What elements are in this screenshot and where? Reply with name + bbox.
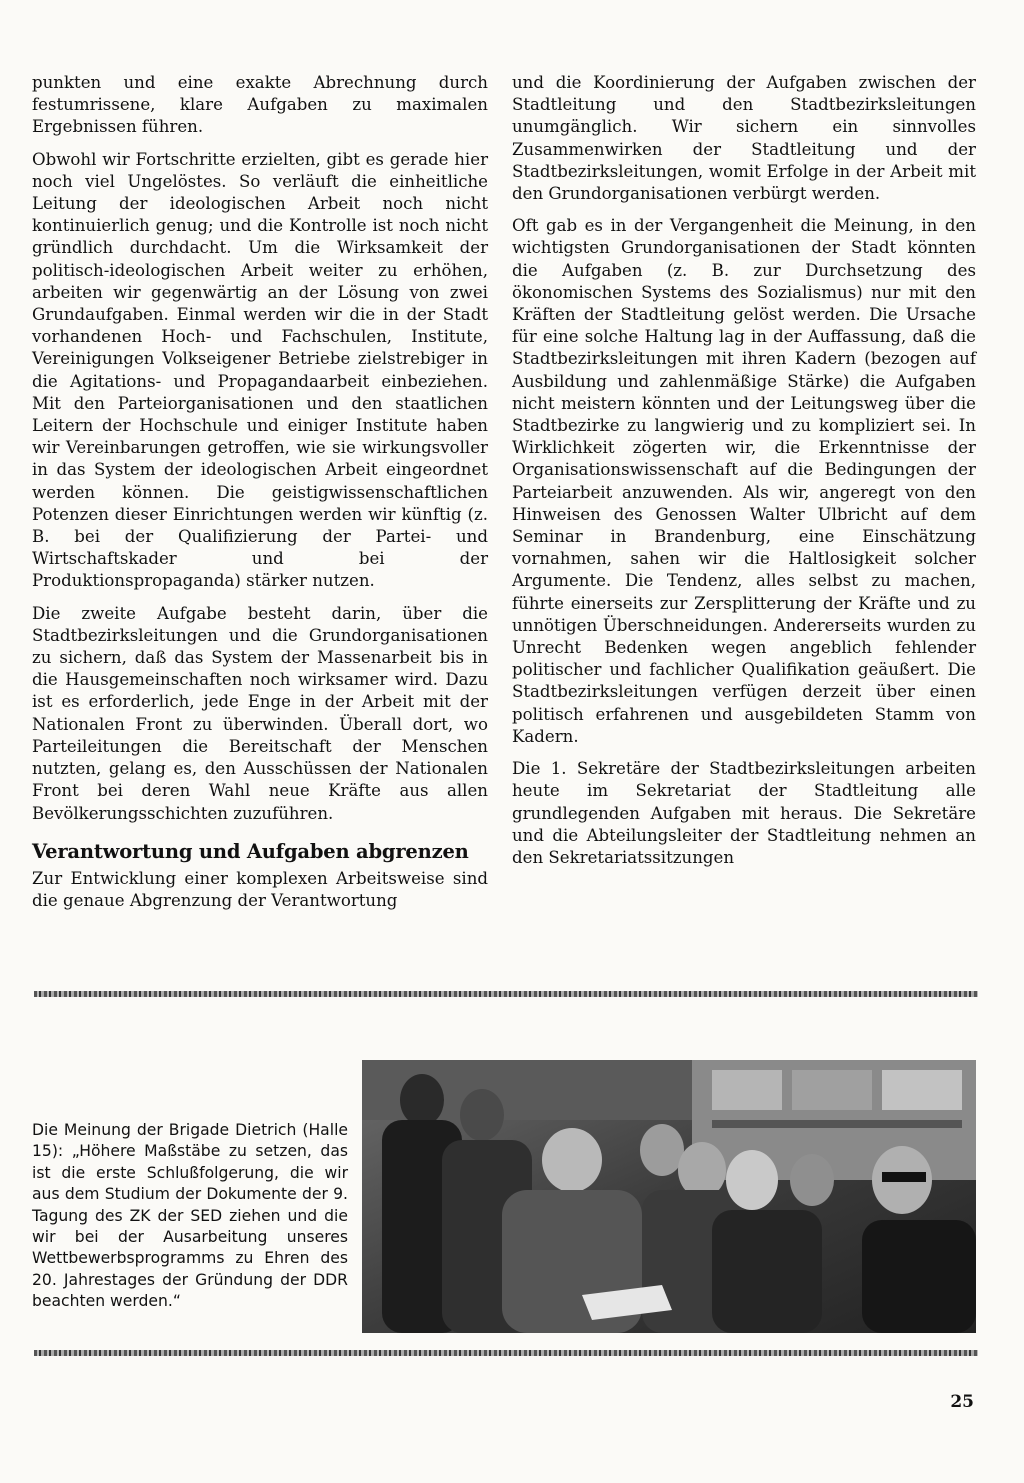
divider-bottom bbox=[34, 1350, 978, 1356]
left-paragraph-3: Die zweite Aufgabe besteht darin, über die Stadtbezirksleitungen und die Grundorganisationen zu sichern, daß das System der Massenarbeit bis in die Hausgemeinschaften noch wirksamer wird. Dazu ist es erforderlich, jede Enge in der Arbeit mit der Nationalen Front zu überwinden. Überall dort, wo Parteileitungen die Bereitschaft der Menschen nutzten, gelang es, den Ausschüssen der Nationalen Front bei deren Wahl neue Kräfte aus allen Bevölkerungsschichten zuzuführen. bbox=[32, 603, 488, 823]
section-heading: Verantwortung und Aufgaben abgrenzen bbox=[32, 839, 469, 863]
left-paragraph-4: Zur Entwicklung einer komplexen Arbeitsweise sind die genaue Abgrenzung der Verantwortung bbox=[32, 868, 488, 910]
right-paragraph-1: und die Koordinierung der Aufgaben zwischen der Stadtleitung und den Stadtbezirksleitungen unumgänglich. Wir sichern ein sinnvolles Zusammenwirken der Stadtleitung und der Stadtbezirksleitungen, womit Erfolge in der Arbeit mit den Grundorganisationen verbürgt werden. bbox=[512, 73, 976, 204]
left-paragraph-2: Obwohl wir Fortschritte erzielten, gibt es gerade hier noch viel Ungelöstes. So verläuft die einheitliche Leitung der ideologischen Arbeit noch nicht kontinuierlich genug; und die Kontrolle ist noch nicht gründlich durchdacht. Um die Wirksamkeit der politisch-ideologischen Arbeit weiter zu erhöhen, arbeiten wir gegenwärtig an der Lösung von zwei Grundaufgaben. Einmal werden wir die in der Stadt vorhandenen Hoch- und Fachschulen, Institute, Vereinigungen Volkseigener Betriebe zielstrebiger in die Agitations- und Propagandaarbeit einbeziehen. Mit den Parteiorganisationen und den staatlichen Leitern der Hochschule und einiger Institute haben wir Vereinbarungen getroffen, wie sie wirkungsvoller in das System der ideologischen Arbeit eingeordnet werden können. Die geistigwissenschaftlichen Potenzen dieser Einrichtungen werden wir künftig (z. B. bei der Qualifizierung der Partei- und Wirtschaftskader und bei der Produktionspropaganda) stärker nutzen. bbox=[32, 149, 488, 591]
left-column bbox=[32, 72, 488, 922]
right-column bbox=[512, 72, 976, 879]
photo-workers-group bbox=[362, 1060, 976, 1333]
page-number: 25 bbox=[950, 1392, 974, 1412]
right-paragraph-2: Oft gab es in der Vergangenheit die Meinung, in den wichtigsten Grundorganisationen der Stadt könnten die Aufgaben (z. B. zur Durchsetzung des ökonomischen Systems des Sozialismus) nur mit den Kräften der Stadtleitung gelöst werden. Die Ursache für eine solche Haltung lag in der Auffassung, daß die Stadtbezirksleitungen mit ihren Kadern (bezogen auf Ausbildung und zahlenmäßige Stärke) die Aufgaben nicht meistern könnten und der Leitungsweg über die Stadtbezirke zu langwierig und zu kompliziert sei. In Wirklichkeit zögerten wir, die Erkenntnisse der Organisationswissenschaft auf die Bedingungen der Parteiarbeit anzuwenden. Als wir, angeregt von den Hinweisen des Genossen Walter Ulbricht auf dem Seminar in Brandenburg, eine Einschätzung vornahmen, sahen wir die Haltlosigkeit solcher Argumente. Die Tendenz, alles selbst zu machen, führte einerseits zur Zersplitterung der Kräfte und zu unnötigen Überschneidungen. Andererseits wurden zu Unrecht Bedenken wegen angeblich fehlender politischer und fachlicher Qualifikation geäußert. Die Stadtbezirksleitungen verfügen derzeit über einen politisch erfahrenen und ausgebildeten Stamm von Kadern. bbox=[512, 216, 976, 746]
divider-top bbox=[34, 991, 978, 997]
left-paragraph-1: punkten und eine exakte Abrechnung durch festumrissene, klare Aufgaben zu maximalen Ergebnissen führen. bbox=[32, 73, 488, 137]
photo-caption: Die Meinung der Brigade Dietrich (Halle 15): „Höhere Maßstäbe zu setzen, das ist die erste Schlußfolgerung, die wir aus dem Studium der Dokumente der 9. Tagung des ZK der SED ziehen und die wir bei der Ausarbeitung unseres Wettbewerbsprogramms zu Ehren des 20. Jahrestages der Gründung der DDR beachten werden.“ bbox=[32, 1121, 348, 1311]
right-paragraph-3: Die 1. Sekretäre der Stadtbezirksleitungen arbeiten heute im Sekretariat der Stadtleitung alle grundlegenden Aufgaben mit heraus. Die Sekretäre und die Abteilungsleiter der Stadtleitung nehmen an den Sekretariatssitzungen bbox=[512, 759, 976, 867]
